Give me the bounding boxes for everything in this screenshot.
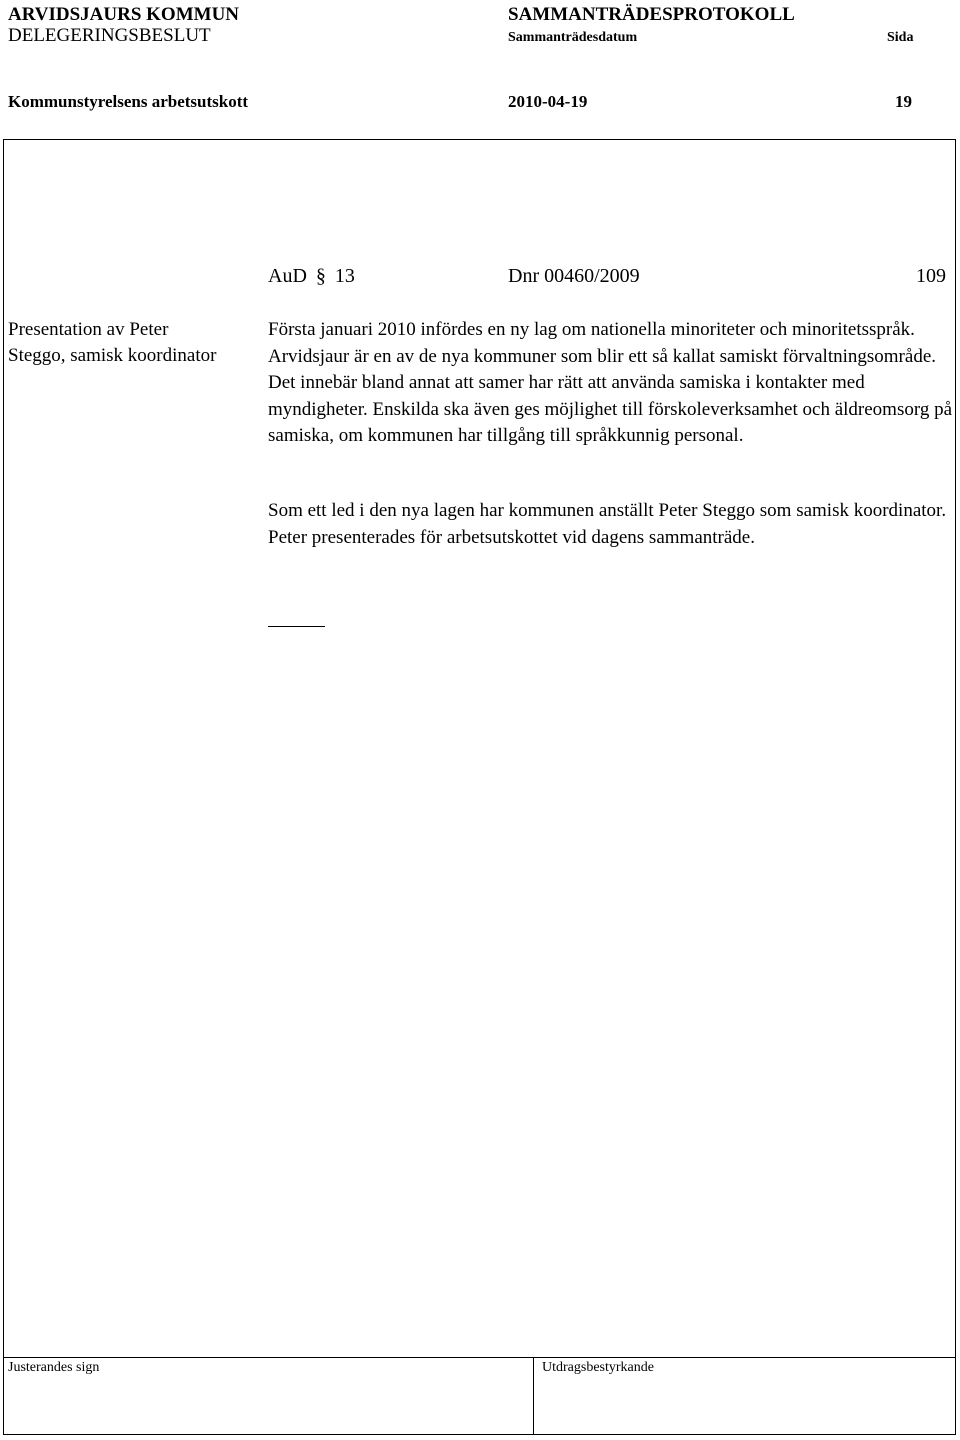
item-heading-line2: Steggo, samisk koordinator xyxy=(8,345,217,366)
end-rule xyxy=(268,626,325,627)
protocol-title: SAMMANTRÄDESPROTOKOLL xyxy=(508,4,795,25)
item-heading xyxy=(8,317,216,369)
meeting-date: 2010-04-19 xyxy=(508,92,588,111)
page-label: Sida xyxy=(887,30,914,45)
dnr: Dnr 00460/2009 xyxy=(508,265,640,287)
footer-divider xyxy=(3,1357,956,1358)
page-number: 19 xyxy=(895,92,912,111)
body-paragraph-2: Som ett led i den nya lagen har kommunen anställt Peter Steggo som samisk koordinator. Peter presenterades för arbetsutskottet vid dagens sammanträde. xyxy=(268,500,947,548)
item-heading-line1: Presentation av Peter xyxy=(8,319,169,340)
footer-utdragsbestyrkande: Utdragsbestyrkande xyxy=(542,1360,654,1375)
committee-name: Kommunstyrelsens arbetsutskott xyxy=(8,92,249,111)
municipality-name: ARVIDSJAURS KOMMUN xyxy=(8,4,240,25)
footer-column-divider xyxy=(533,1357,534,1435)
section-symbol: § xyxy=(315,265,326,287)
section-number: 13 xyxy=(334,265,355,287)
footer-justerandes-sign: Justerandes sign xyxy=(8,1360,100,1375)
item-number: 109 xyxy=(916,265,946,287)
aud-label: AuD xyxy=(268,265,307,287)
case-reference xyxy=(268,265,355,288)
date-label: Sammanträdesdatum xyxy=(508,30,638,45)
decision-type: DELEGERINGSBESLUT xyxy=(8,25,211,46)
body-paragraph-1: Första januari 2010 infördes en ny lag om nationella minoriteter och minoritetsspråk. Arvidsjaur är en av de nya kommuner som blir ett så kallat samiskt förvaltningsområde. Det innebär bland annat att samer har rätt att använda samiska i kontakter med myndigheter. Enskilda ska även ges möjlighet till förskoleverksamhet och äldreomsorg på samiska, om kommunen har tillgång till språkkunnig personal. xyxy=(268,319,953,446)
